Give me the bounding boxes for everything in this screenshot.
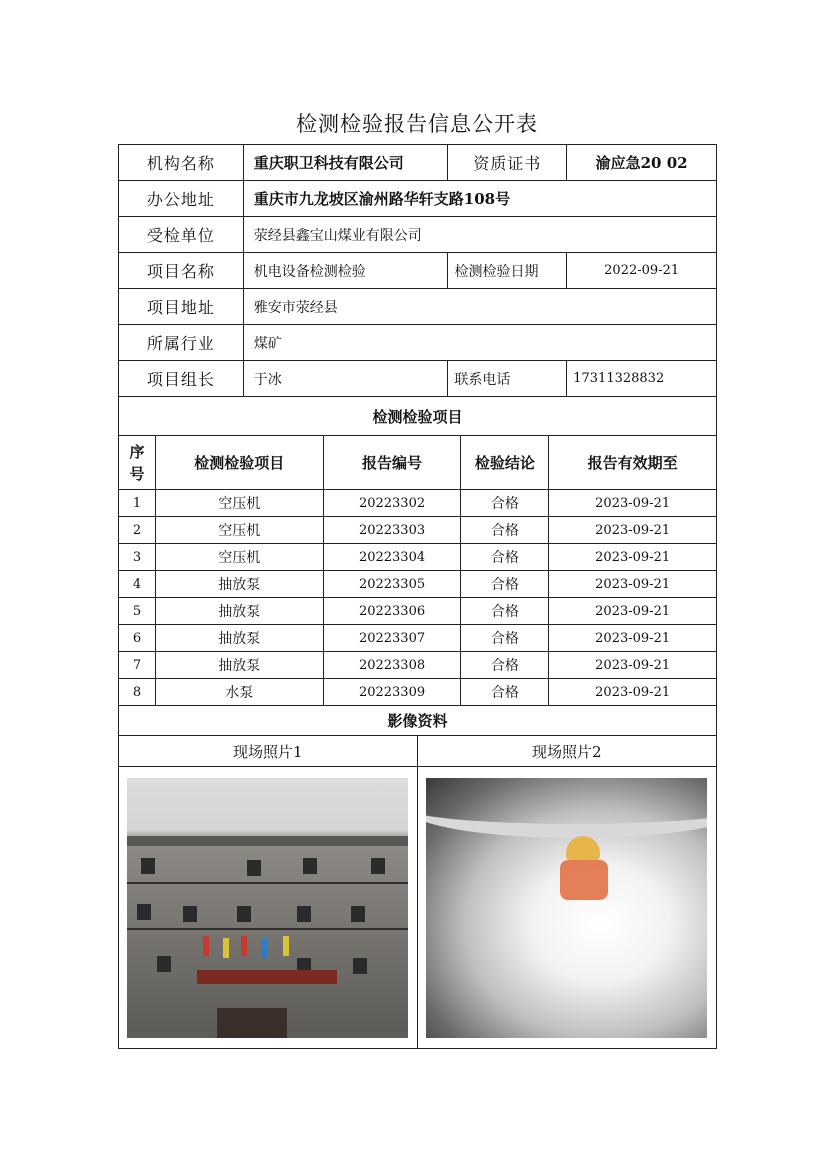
photos-row (119, 767, 717, 1049)
building-window (247, 860, 261, 876)
header-result: 检验结论 (461, 436, 549, 490)
row-report: 20223305 (324, 571, 462, 598)
header-seq-a: 序 (129, 442, 145, 461)
row-item: 抽放泵 (156, 625, 324, 652)
row-result: 合格 (461, 517, 549, 544)
project-value: 机电设备检测检验 (244, 253, 449, 289)
address-label: 办公地址 (119, 181, 244, 217)
inspected-value: 荥经县鑫宝山煤业有限公司 (244, 217, 717, 253)
row-result: 合格 (461, 679, 549, 706)
address-row (119, 181, 717, 217)
header-seq (119, 436, 156, 490)
row-seq: 4 (119, 571, 156, 598)
images-section-title: 影像资料 (119, 706, 717, 736)
building-window (237, 906, 251, 922)
address-value: 重庆市九龙坡区渝州路华轩支路108号 (244, 181, 717, 217)
row-result: 合格 (461, 544, 549, 571)
phone-value: 17311328832 (567, 361, 717, 397)
inspected-row (119, 217, 717, 253)
row-seq: 3 (119, 544, 156, 571)
site-photo-2 (426, 778, 707, 1038)
leader-row (119, 361, 717, 397)
row-item: 空压机 (156, 490, 324, 517)
row-valid: 2023-09-21 (549, 490, 717, 517)
industry-label: 所属行业 (119, 325, 244, 361)
building-window (297, 906, 311, 922)
row-seq: 2 (119, 517, 156, 544)
row-valid: 2023-09-21 (549, 544, 717, 571)
tunnel-pipe (426, 778, 707, 838)
photo2-label: 现场照片2 (418, 736, 718, 767)
row-valid: 2023-09-21 (549, 679, 717, 706)
row-item: 抽放泵 (156, 598, 324, 625)
table-row (119, 517, 717, 544)
row-report: 20223303 (324, 517, 462, 544)
row-seq: 8 (119, 679, 156, 706)
row-report: 20223307 (324, 625, 462, 652)
items-section-title: 检测检验项目 (119, 397, 717, 436)
row-valid: 2023-09-21 (549, 517, 717, 544)
flag-icon (261, 938, 267, 958)
location-label: 项目地址 (119, 289, 244, 325)
building-window (183, 906, 197, 922)
row-valid: 2023-09-21 (549, 598, 717, 625)
photo1-label: 现场照片1 (119, 736, 418, 767)
items-table-body (119, 490, 717, 706)
row-result: 合格 (461, 571, 549, 598)
report-table (118, 144, 717, 1049)
row-result: 合格 (461, 652, 549, 679)
building-floor-line (127, 882, 408, 884)
location-value: 雅安市荥经县 (244, 289, 717, 325)
table-row (119, 544, 717, 571)
org-value: 重庆职卫科技有限公司 (244, 145, 449, 181)
items-table-header (119, 436, 717, 490)
building-window (137, 904, 151, 920)
row-item: 水泵 (156, 679, 324, 706)
flag-icon (283, 936, 289, 956)
row-report: 20223306 (324, 598, 462, 625)
table-row (119, 652, 717, 679)
row-seq: 5 (119, 598, 156, 625)
cert-label: 资质证书 (448, 145, 567, 181)
leader-label: 项目组长 (119, 361, 244, 397)
table-row (119, 625, 717, 652)
worker-helmet (566, 836, 600, 860)
row-valid: 2023-09-21 (549, 571, 717, 598)
table-row (119, 679, 717, 706)
flag-icon (241, 936, 247, 956)
building-window (351, 906, 365, 922)
row-report: 20223304 (324, 544, 462, 571)
building-window (303, 858, 317, 874)
row-valid: 2023-09-21 (549, 625, 717, 652)
industry-value: 煤矿 (244, 325, 717, 361)
row-report: 20223308 (324, 652, 462, 679)
org-row (119, 145, 717, 181)
photo1-cell (119, 767, 418, 1049)
org-label: 机构名称 (119, 145, 244, 181)
row-result: 合格 (461, 598, 549, 625)
header-item: 检测检验项目 (156, 436, 324, 490)
leader-value: 于冰 (244, 361, 449, 397)
header-report: 报告编号 (324, 436, 462, 490)
row-item: 抽放泵 (156, 652, 324, 679)
date-value: 2022-09-21 (567, 253, 717, 289)
industry-row (119, 325, 717, 361)
building-window (353, 958, 367, 974)
row-result: 合格 (461, 625, 549, 652)
row-seq: 6 (119, 625, 156, 652)
phone-label: 联系电话 (448, 361, 567, 397)
row-valid: 2023-09-21 (549, 652, 717, 679)
site-photo-1 (127, 778, 408, 1038)
building-window (157, 956, 171, 972)
building-floor-line (127, 928, 408, 930)
row-report: 20223302 (324, 490, 462, 517)
table-row (119, 490, 717, 517)
building-window (141, 858, 155, 874)
page-title: 检测检验报告信息公开表 (296, 112, 538, 136)
building-roofline (127, 836, 408, 846)
table-row (119, 598, 717, 625)
items-section-row (119, 397, 717, 436)
row-item: 抽放泵 (156, 571, 324, 598)
date-label: 检测检验日期 (448, 253, 567, 289)
row-seq: 7 (119, 652, 156, 679)
header-seq-b: 号 (129, 464, 145, 483)
flag-icon (203, 936, 209, 956)
entrance-roof (197, 970, 337, 984)
row-item: 空压机 (156, 544, 324, 571)
cert-value: 渝应急20 02 (567, 145, 717, 181)
table-row (119, 571, 717, 598)
worker-suit (560, 860, 608, 900)
row-report: 20223309 (324, 679, 462, 706)
location-row (119, 289, 717, 325)
project-row (119, 253, 717, 289)
inspected-label: 受检单位 (119, 217, 244, 253)
project-label: 项目名称 (119, 253, 244, 289)
row-seq: 1 (119, 490, 156, 517)
photos-header-row (119, 736, 717, 767)
building-window (371, 858, 385, 874)
row-item: 空压机 (156, 517, 324, 544)
building-entrance (217, 1008, 287, 1038)
flag-icon (223, 938, 229, 958)
row-result: 合格 (461, 490, 549, 517)
photo2-cell (418, 767, 718, 1049)
header-valid: 报告有效期至 (549, 436, 717, 490)
images-section-row (119, 706, 717, 736)
